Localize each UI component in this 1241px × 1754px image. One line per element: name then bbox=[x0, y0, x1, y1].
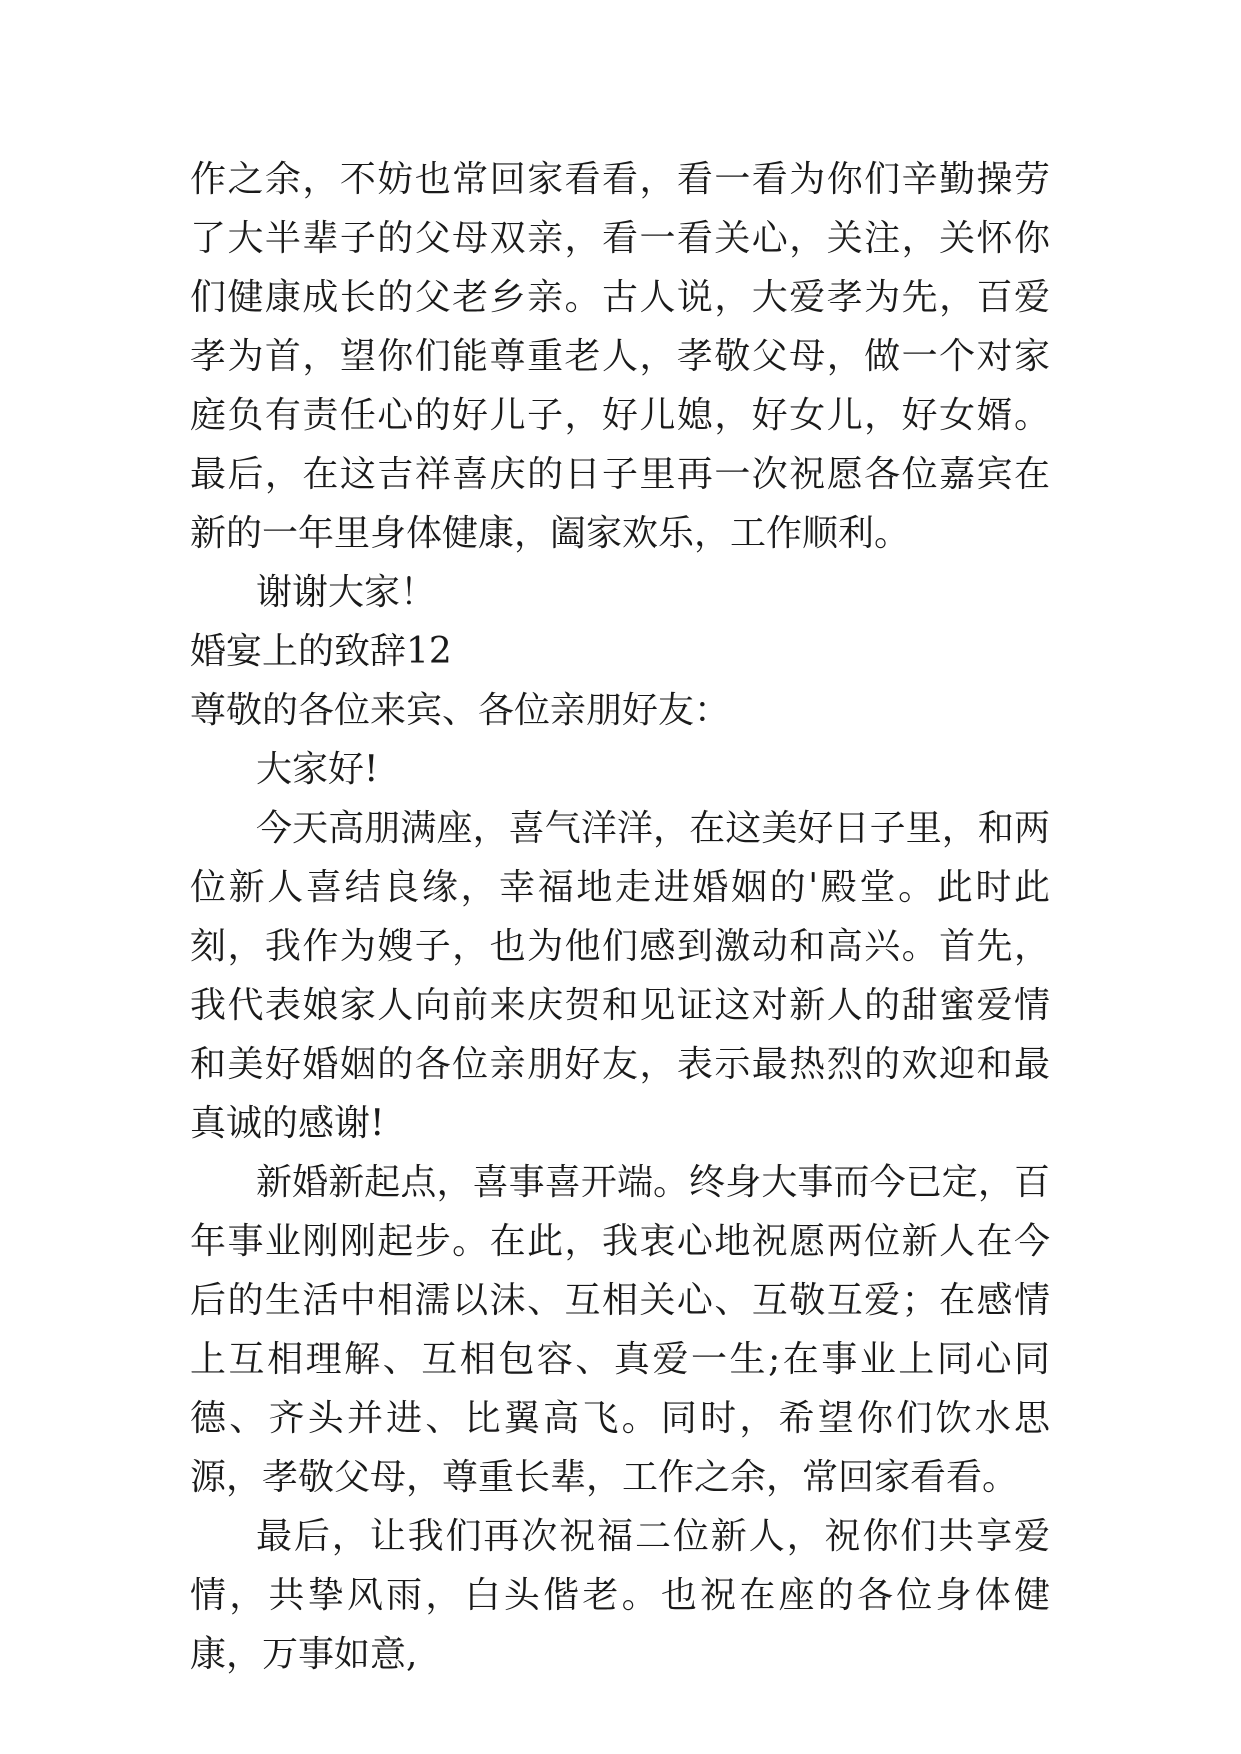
paragraph-closing-wishes: 作之余，不妨也常回家看看，看一看为你们辛勤操劳了大半辈子的父母双亲，看一看关心，关注，关怀你们健康成长的父老乡亲。古人说，大爱孝为先，百爱孝为首，望你们能尊重老人，孝敬父母，做一个对家庭负有责任心的好儿子，好儿媳，好女儿，好女婿。最后，在这吉祥喜庆的日子里再一次祝愿各位嘉宾在新的一年里身体健康，阖家欢乐，工作顺利。 bbox=[190, 159, 1050, 554]
greeting: 大家好! bbox=[256, 749, 379, 790]
paragraph-blessing: 新婚新起点，喜事喜开端。终身大事而今已定，百年事业刚刚起步。在此，我衷心地祝愿两位新人在今后的生活中相濡以沫、互相关心、互敬互爱；在感情上互相理解、互相包容、真爱一生;在事业上同心同德、齐头并进、比翼高飞。同时，希望你们饮水思源，孝敬父母，尊重长辈，工作之余，常回家看看。 bbox=[190, 1162, 1050, 1498]
document-body bbox=[190, 150, 1050, 1684]
paragraph-welcome: 今天高朋满座，喜气洋洋，在这美好日子里，和两位新人喜结良缘，幸福地走进婚姻的'殿堂。此时此刻，我作为嫂子，也为他们感到激动和高兴。首先，我代表娘家人向前来庆贺和见证这对新人的甜蜜爱情和美好婚姻的各位亲朋好友，表示最热烈的欢迎和最真诚的感谢! bbox=[190, 808, 1050, 1144]
paragraph-thanks: 谢谢大家！ bbox=[256, 572, 437, 613]
section-heading: 婚宴上的致辞12 bbox=[190, 631, 452, 672]
salutation: 尊敬的各位来宾、各位亲朋好友： bbox=[190, 690, 731, 731]
paragraph-final-wishes: 最后，让我们再次祝福二位新人，祝你们共享爱情，共挚风雨，白头偕老。也祝在座的各位身体健康，万事如意, bbox=[190, 1516, 1050, 1675]
